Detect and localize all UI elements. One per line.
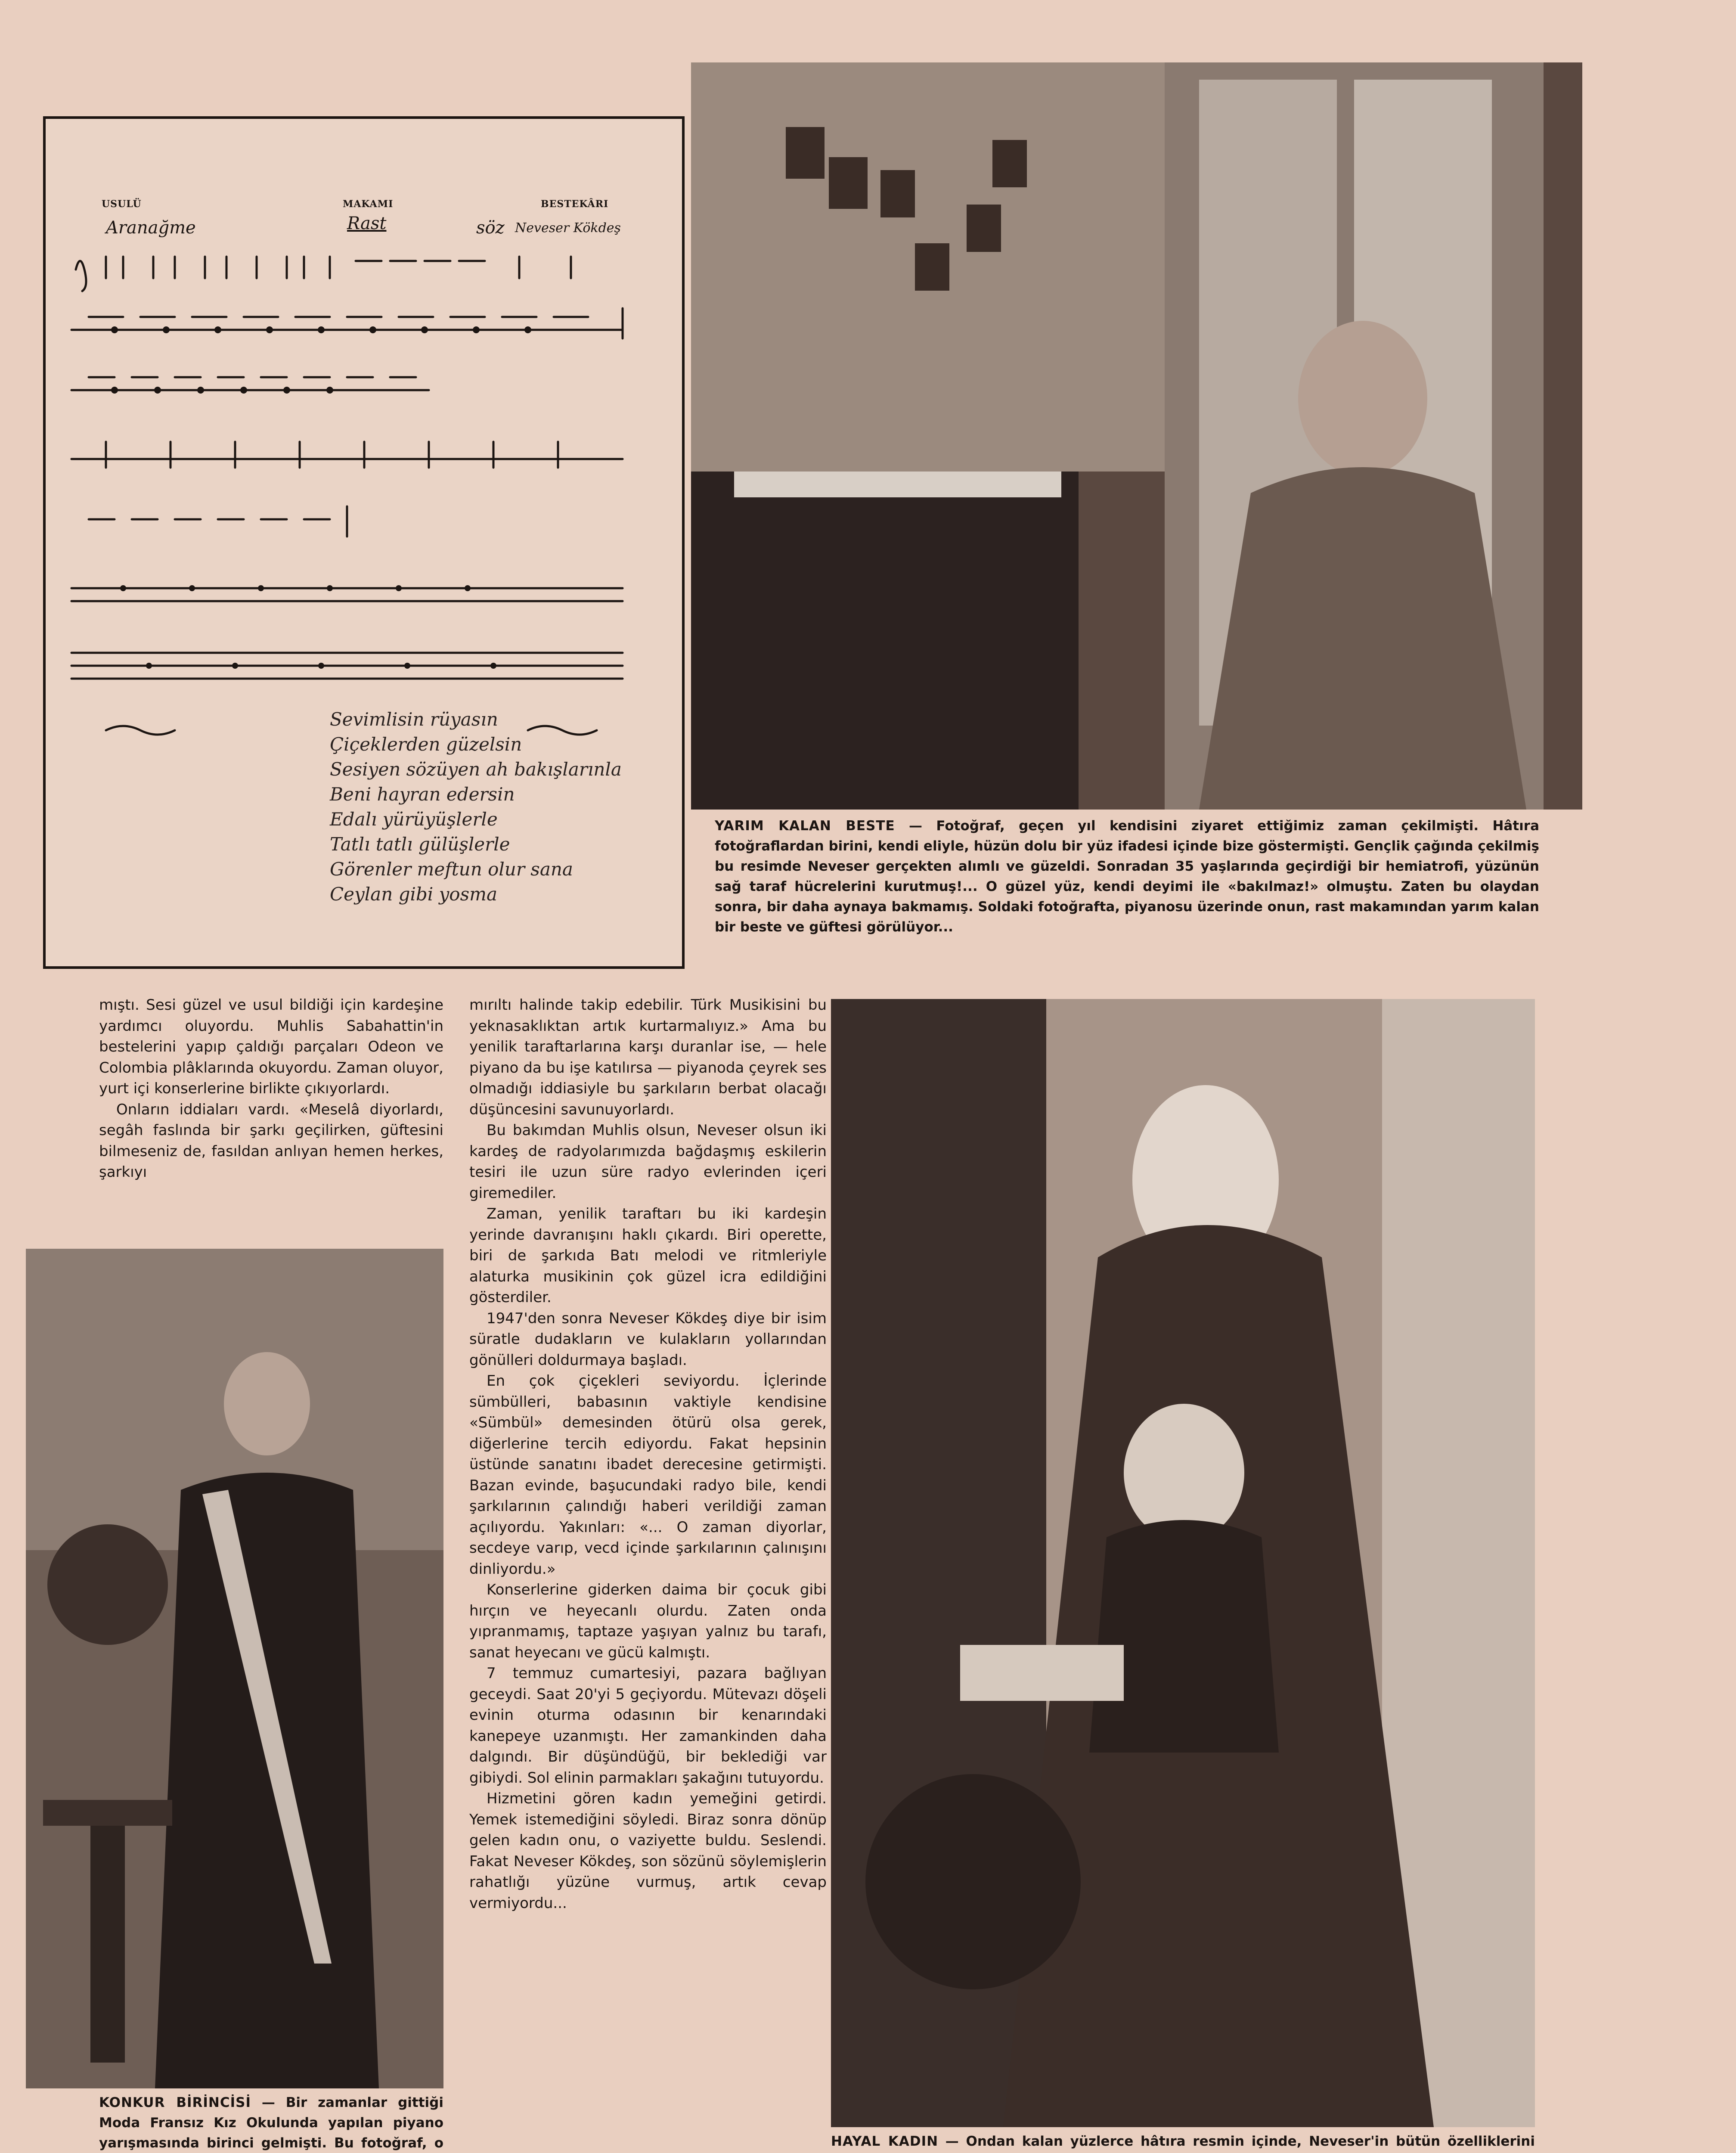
article-paragraph: mıştı. Sesi güzel ve usul bildiği için kardeşine yardımcı oluyordu. Muhlis Sabahattin'in bestelerini yapıp çaldığı parçaları Odeon ve Colombia plâklarında okuyordu. Zaman oluyor, yurt içi konserlerine birlikte çıkıyorlardı.	[99, 996, 443, 1097]
lyric-line-8: Ceylan gibi yosma	[330, 884, 498, 905]
score-soz-label: söz	[476, 218, 505, 238]
score-usul-header: USULÜ	[102, 199, 142, 210]
caption-konkur-birincisi	[99, 2093, 443, 2153]
photo-girl-with-medal	[26, 1249, 443, 2088]
lyric-line-2: Çiçeklerden güzelsin	[330, 734, 522, 755]
score-bestekar-header: BESTEKÂRI	[541, 199, 609, 210]
article-paragraph: Hizmetini gören kadın yemeğini getirdi. Yemek istemediğini söyledi. Biraz sonra dönüp gelen kadın onu, o vaziyette buldu. Seslendi. Fakat Neveser Kökdeş, son sözünü söylemişlerin rahatlığı yüzüne vurmuş, artık cevap vermiyordu...	[469, 1790, 827, 1912]
article-paragraph: Bu bakımdan Muhlis olsun, Neveser olsun iki kardeş de radyolarımızda bağdaşmış eskilerin tesiri ile uzun süre radyo evlerinden içeri giremediler.	[469, 1122, 827, 1202]
lyric-line-4: Beni hayran edersin	[330, 784, 515, 805]
score-makam-value: Rast	[347, 214, 387, 233]
score-manuscript	[43, 116, 685, 969]
lyric-line-3: Sesiyen sözüyen ah bakışlarınla	[330, 759, 622, 780]
caption-yarim-kalan-beste	[715, 816, 1539, 937]
caption-yarim-kalan-beste-title: YARIM KALAN BESTE	[715, 818, 895, 834]
caption-yarim-kalan-beste-text: — Fotoğraf, geçen yıl kendisini ziyaret ettiğimiz zaman çekilmişti. Hâtıra fotoğraflardan birini, kendi eliyle, hüzün dolu bir yüz ifadesi içinde bize göstermişti. Gençlik çağında çekilmiş bu resimde Neveser gerçekten alımlı ve güzeldi. Sonradan 35 yaşlarında geçirdiği bir hemiatrofi, yüzünün sağ taraf hücrelerini kurutmuş!... O güzel yüz, kendi deyimi ile «bakılmaz!» olmuştu. Zaten bu olaydan sonra, bir daha aynaya bakmamış. Soldaki fotoğrafta, piyanosu üzerinde onun, rast makamından yarım kalan bir beste ve güftesi görülüyor...	[715, 818, 1540, 935]
article-paragraph: Konserlerine giderken daima bir çocuk gibi hırçın ve heyecanlı olurdu. Zaten onda yıpranmamış, taptaze yaşıyan yalnız bu tarafı, sanat heyecanı ve gücü kalmıştı.	[469, 1581, 827, 1661]
article-paragraph: Zaman, yenilik taraftarı bu iki kardeşin yerinde davranışını haklı çıkardı. Biri operette, biri de şarkıda Batı melodi ve ritmleriyle alaturka musikinin çok güzel icra edildiğini gösterdiler.	[469, 1205, 827, 1306]
caption-konkur-birincisi-text: — Bir zamanlar gittiği Moda Fransız Kız Okulunda yapılan piyano yarışmasında birinci gelmişti. Bu fotoğraf, o	[99, 2095, 443, 2151]
article-column-1	[99, 995, 443, 1183]
article-paragraph: En çok çiçekleri seviyordu. İçlerinde sümbülleri, babasının vaktiyle kendisine «Sümbül» demesinden ötürü olsa gerek, diğerlerine tercih ediyordu. Fakat hepsinin üstünde sanatını ibadet derecesine getirmişti. Bazan evinde, başucundaki radyo bile, kendi şarkılarının çalındığı haberi verildiği zaman açılıyordu. Yakınları: «... O zaman diyorlar, secdeye varıp, vecd içinde şarkılarının çalınışını dinliyordu.»	[469, 1372, 827, 1578]
article-paragraph: 1947'den sonra Neveser Kökdeş diye bir isim süratle dudakların ve kulakların yollarından gönülleri doldurmaya başladı.	[469, 1309, 827, 1369]
article-paragraph: mırıltı halinde takip edebilir. Türk Musikisini bu yeknasaklıktan artık kurtarmalıyız.» Ama bu yenilik taraftarlarına karşı duranlar ise, — hele piyano da bu işe katılırsa — piyanoda çeyrek ses olmadığı iddiasiyle bu şarkıların berbat olacağı düşüncesini savunuyorlardı.	[469, 996, 827, 1118]
article-paragraph: 7 temmuz cumartesiyi, pazara bağlıyan geceydi. Saat 20'yi 5 geçiyordu. Mütevazı döşeli evinin oturma odasının bir kenarındaki kanepeye uzanmıştı. Her zamankinden daha dalgındı. Bir düşündüğü, bir beklediği var gibiydi. Sol elinin parmakları şakağını tutuyordu.	[469, 1665, 827, 1787]
lyric-line-7: Görenler meftun olur sana	[330, 859, 573, 880]
lyric-line-5: Edalı yürüyüşlerle	[330, 809, 498, 830]
caption-konkur-birincisi-title: KONKUR BİRİNCİSİ	[99, 2095, 251, 2110]
caption-hayal-kadin-title: HAYAL KADIN	[831, 2134, 939, 2149]
lyric-line-1: Sevimlisin rüyasın	[330, 709, 498, 730]
article-paragraph: Onların iddiaları vardı. «Meselâ diyorlardı, segâh faslında bir şarkı geçilirken, güftesini bilmeseniz de, fasıldan anlıyan hemen herkes, şarkıyı	[99, 1101, 443, 1181]
lyric-line-6: Tatlı tatlı gülüşlerle	[330, 834, 510, 855]
score-makam-header: MAKAMI	[343, 199, 394, 210]
photo-woman-at-piano	[691, 62, 1582, 810]
photo-woman-with-child	[831, 999, 1535, 2127]
caption-hayal-kadin-text: — Ondan kalan yüzlerce hâtıra resmin içinde, Neveser'in bütün özelliklerini	[945, 2134, 1535, 2149]
score-bestekar-value: Neveser Kökdeş	[515, 220, 621, 236]
article-column-2	[469, 995, 827, 1914]
caption-hayal-kadin	[831, 2131, 1535, 2153]
score-usul-value: Aranağme	[106, 218, 196, 238]
